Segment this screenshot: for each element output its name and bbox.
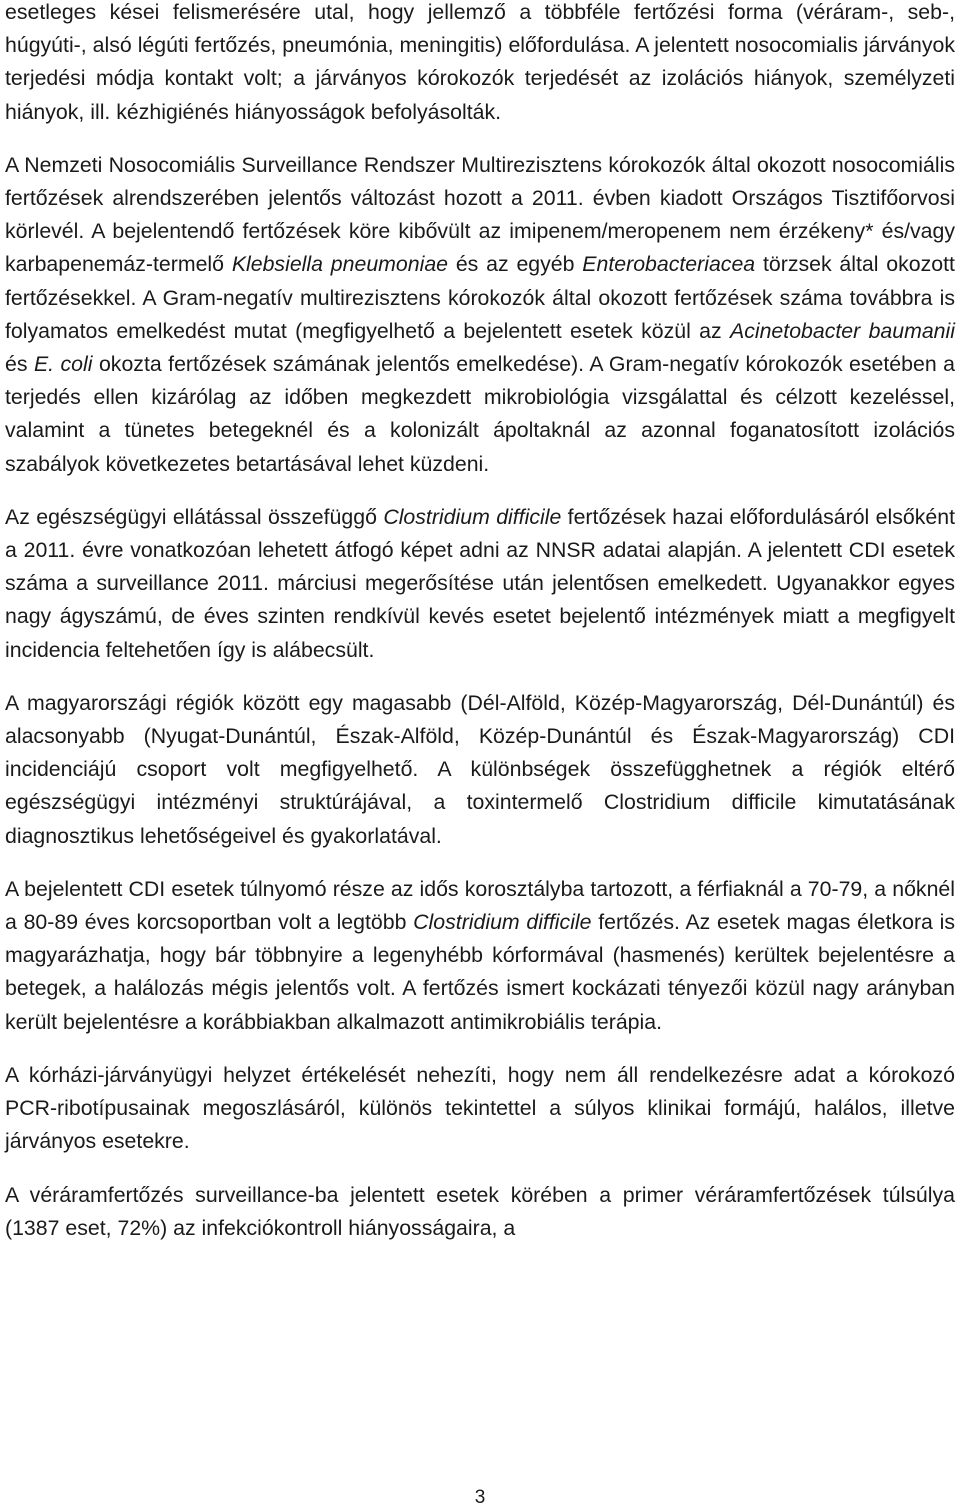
paragraph-5 (5, 873, 955, 1039)
italic-term: Acinetobacter baumanii (730, 318, 955, 343)
text-segment: fertőzések hazai előfordulásáról elsőként a 2011. évre vonatkozóan lehetett átfogó képet adni az NNSR adatai alapján. A jelentett CDI esetek száma a surveillance 2011. márciusi megerősítése után jelentősen emelkedett. Ugyanakkor egyes nagy ágyszámú, de éves szinten rendkívül kevés esetet bejelentő intézmények miatt a megfigyelt incidencia feltehetően így is alábecsült. (5, 504, 955, 662)
text-segment: esetleges kései felismerésére utal, hogy jellemző a többféle fertőzési forma (véráram-, seb-, húgyúti-, alsó légúti fertőzés, pneumónia, meningitis) előfordulása. A jelentett nosocomialis járványok terjedési módja kontakt volt; a járványos kórokozók terjedését az izolációs hiányok, személyzeti hiányok, ill. kézhigiénés hiányosságok befolyásolták. (5, 0, 955, 124)
text-segment: A kórházi-járványügyi helyzet értékelését nehezíti, hogy nem áll rendelkezésre adat a kórokozó PCR-ribotípusainak megoszlásáról, különös tekintettel a súlyos klinikai formájú, halálos, illetve járványos esetekre. (5, 1062, 955, 1154)
paragraph-7 (5, 1179, 955, 1245)
paragraph-6 (5, 1059, 955, 1159)
page-number: 3 (474, 1487, 486, 1508)
paragraph-2 (5, 149, 955, 481)
text-segment: és (5, 352, 34, 377)
italic-term: Clostridium difficile (413, 910, 592, 935)
italic-term: E. coli (33, 352, 93, 377)
paragraph-1 (5, 0, 955, 129)
text-segment: A Nemzeti Nosocomiális Surveillance Rendszer Multirezisztens kórokozók által okozott nosocomiális fertőzések alrendszerében jelentős változást hozott a 2011. évben kiadott Országos Tisztifőorvosi körlevél. A bejelentendő fertőzések köre kibővült az imipenem/meropenem nem érzékeny* és/vagy karbapenemáz-termelő (5, 152, 955, 277)
text-segment: okozta fertőzések számának jelentős emelkedése). A Gram-negatív kórokozók esetében a terjedés ellen kizárólag az időben megkezdett mikrobiológia vizsgálattal és célzott kezeléssel, valamint a tünetes betegeknél és a kolonizált ápoltaknál az azonnal foganatosított izolációs szabályok következetes betartásával lehet küzdeni. (5, 352, 955, 476)
text-segment: Az egészségügyi ellátással összefüggő (5, 504, 384, 529)
paragraph-4 (5, 687, 955, 853)
text-segment: A bejelentett CDI esetek túlnyomó része az idős korosztályba tartozott, a férfiaknál a 70-79, a nőknél a 80-89 éves korcsoportban volt a legtöbb (5, 876, 955, 935)
text-segment: fertőzés. Az esetek magas életkora is magyarázhatja, hogy bár többnyire a legenyhébb kórformával (hasmenés) kerültek bejelentésre a betegek, a halálozás mégis jelentős volt. A fertőzés ismert kockázati tényezői közül nagy arányban került bejelentésre a korábbiakban alkalmazott antimikrobiális terápia. (5, 910, 955, 1034)
text-segment: és az egyéb (448, 252, 583, 277)
italic-term: Klebsiella pneumoniae (231, 252, 449, 277)
paragraph-3 (5, 501, 955, 667)
text-segment: törzsek által okozott fertőzésekkel. A Gram-negatív multirezisztens kórokozók által okozott fertőzések száma továbbra is folyamatos emelkedést mutat (megfigyelhető a bejelentett esetek közül az (5, 252, 955, 343)
italic-term: Enterobacteriacea (582, 252, 756, 277)
document-body (5, 0, 955, 1265)
text-segment: A magyarországi régiók között egy magasabb (Dél-Alföld, Közép-Magyarország, Dél-Dunántúl) és alacsonyabb (Nyugat-Dunántúl, Észak-Alföld, Közép-Dunántúl és Észak-Magyarország) CDI incidenciájú csoport volt megfigyelhető. A különbségek összefügghetnek a régiók eltérő egészségügyi intézményi struktúrájával, a toxintermelő Clostridium difficile kimutatásának diagnosztikus lehetőségeivel és gyakorlatával. (5, 690, 955, 848)
italic-term: Clostridium difficile (383, 504, 562, 529)
text-segment: A véráramfertőzés surveillance-ba jelentett esetek körében a primer véráramfertőzések túlsúlya (1387 eset, 72%) az infekciókontroll hiányosságaira, a (5, 1182, 955, 1240)
